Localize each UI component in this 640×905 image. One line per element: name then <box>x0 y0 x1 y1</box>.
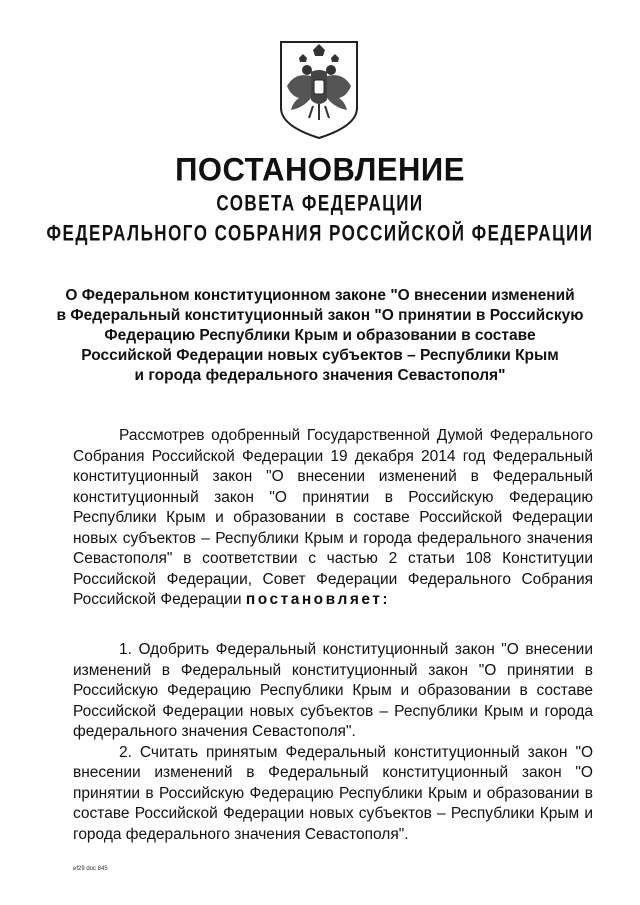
subject-line: и города федерального значения Севастополя" <box>134 367 506 384</box>
resolution-item: 1. Одобрить Федеральный конституционный закон "О внесении изменений в Федеральный конституционный закон "О принятии в Российскую Федерацию Республики Крым и образовании в составе Российской Федерации новых субъектов – Республики Крым и города федерального значения Севастополя". <box>73 641 593 740</box>
subject-line: Федерацию Республики Крым и образовании в составе <box>104 327 536 344</box>
subject-line: в Федеральный конституционный закон "О принятии в Российскую <box>56 307 584 324</box>
resolution-items <box>73 640 593 845</box>
resolves-word: постановляет: <box>245 591 391 608</box>
document-subtitle-line1: СОВЕТА ФЕДЕРАЦИИ <box>216 191 424 216</box>
resolution-subject <box>40 286 600 386</box>
document-code: ef29 doc 845 <box>73 866 108 872</box>
coat-of-arms-icon <box>277 38 361 142</box>
subject-line: Российской Федерации новых субъектов – Республики Крым <box>81 347 559 364</box>
document-subtitle-line2: ФЕДЕРАЛЬНОГО СОБРАНИЯ РОССИЙСКОЙ ФЕДЕРАЦИИ <box>46 221 594 246</box>
document-title: ПОСТАНОВЛЕНИЕ <box>175 151 465 188</box>
resolution-item: 2. Считать принятым Федеральный конституционный закон "О внесении изменений в Федеральный конституционный закон "О принятии в Российскую Федерацию Республики Крым и образовании в составе Российской Федерации новых субъектов – Республики Крым и города федерального значения Севастополя". <box>73 743 593 843</box>
subject-line: О Федеральном конституционном законе "О внесении изменений <box>65 287 575 304</box>
preamble-text: Рассмотрев одобренный Государственной Думой Федерального Собрания Российской Федерации 19 декабря 2014 год Федеральный конституционный закон "О внесении изменений в Федеральный конституционный закон "О принятии в Российскую Федерацию Республики Крым и образовании в составе Российской Федерации новых субъектов – Республики Крым и города федерального значения Севастополя" в соответствии с частью 2 статьи 108 Конституции Российской Федерации, Совет Федерации Федерального Собрания Российской Федерации <box>73 427 593 608</box>
preamble-paragraph <box>73 426 593 611</box>
